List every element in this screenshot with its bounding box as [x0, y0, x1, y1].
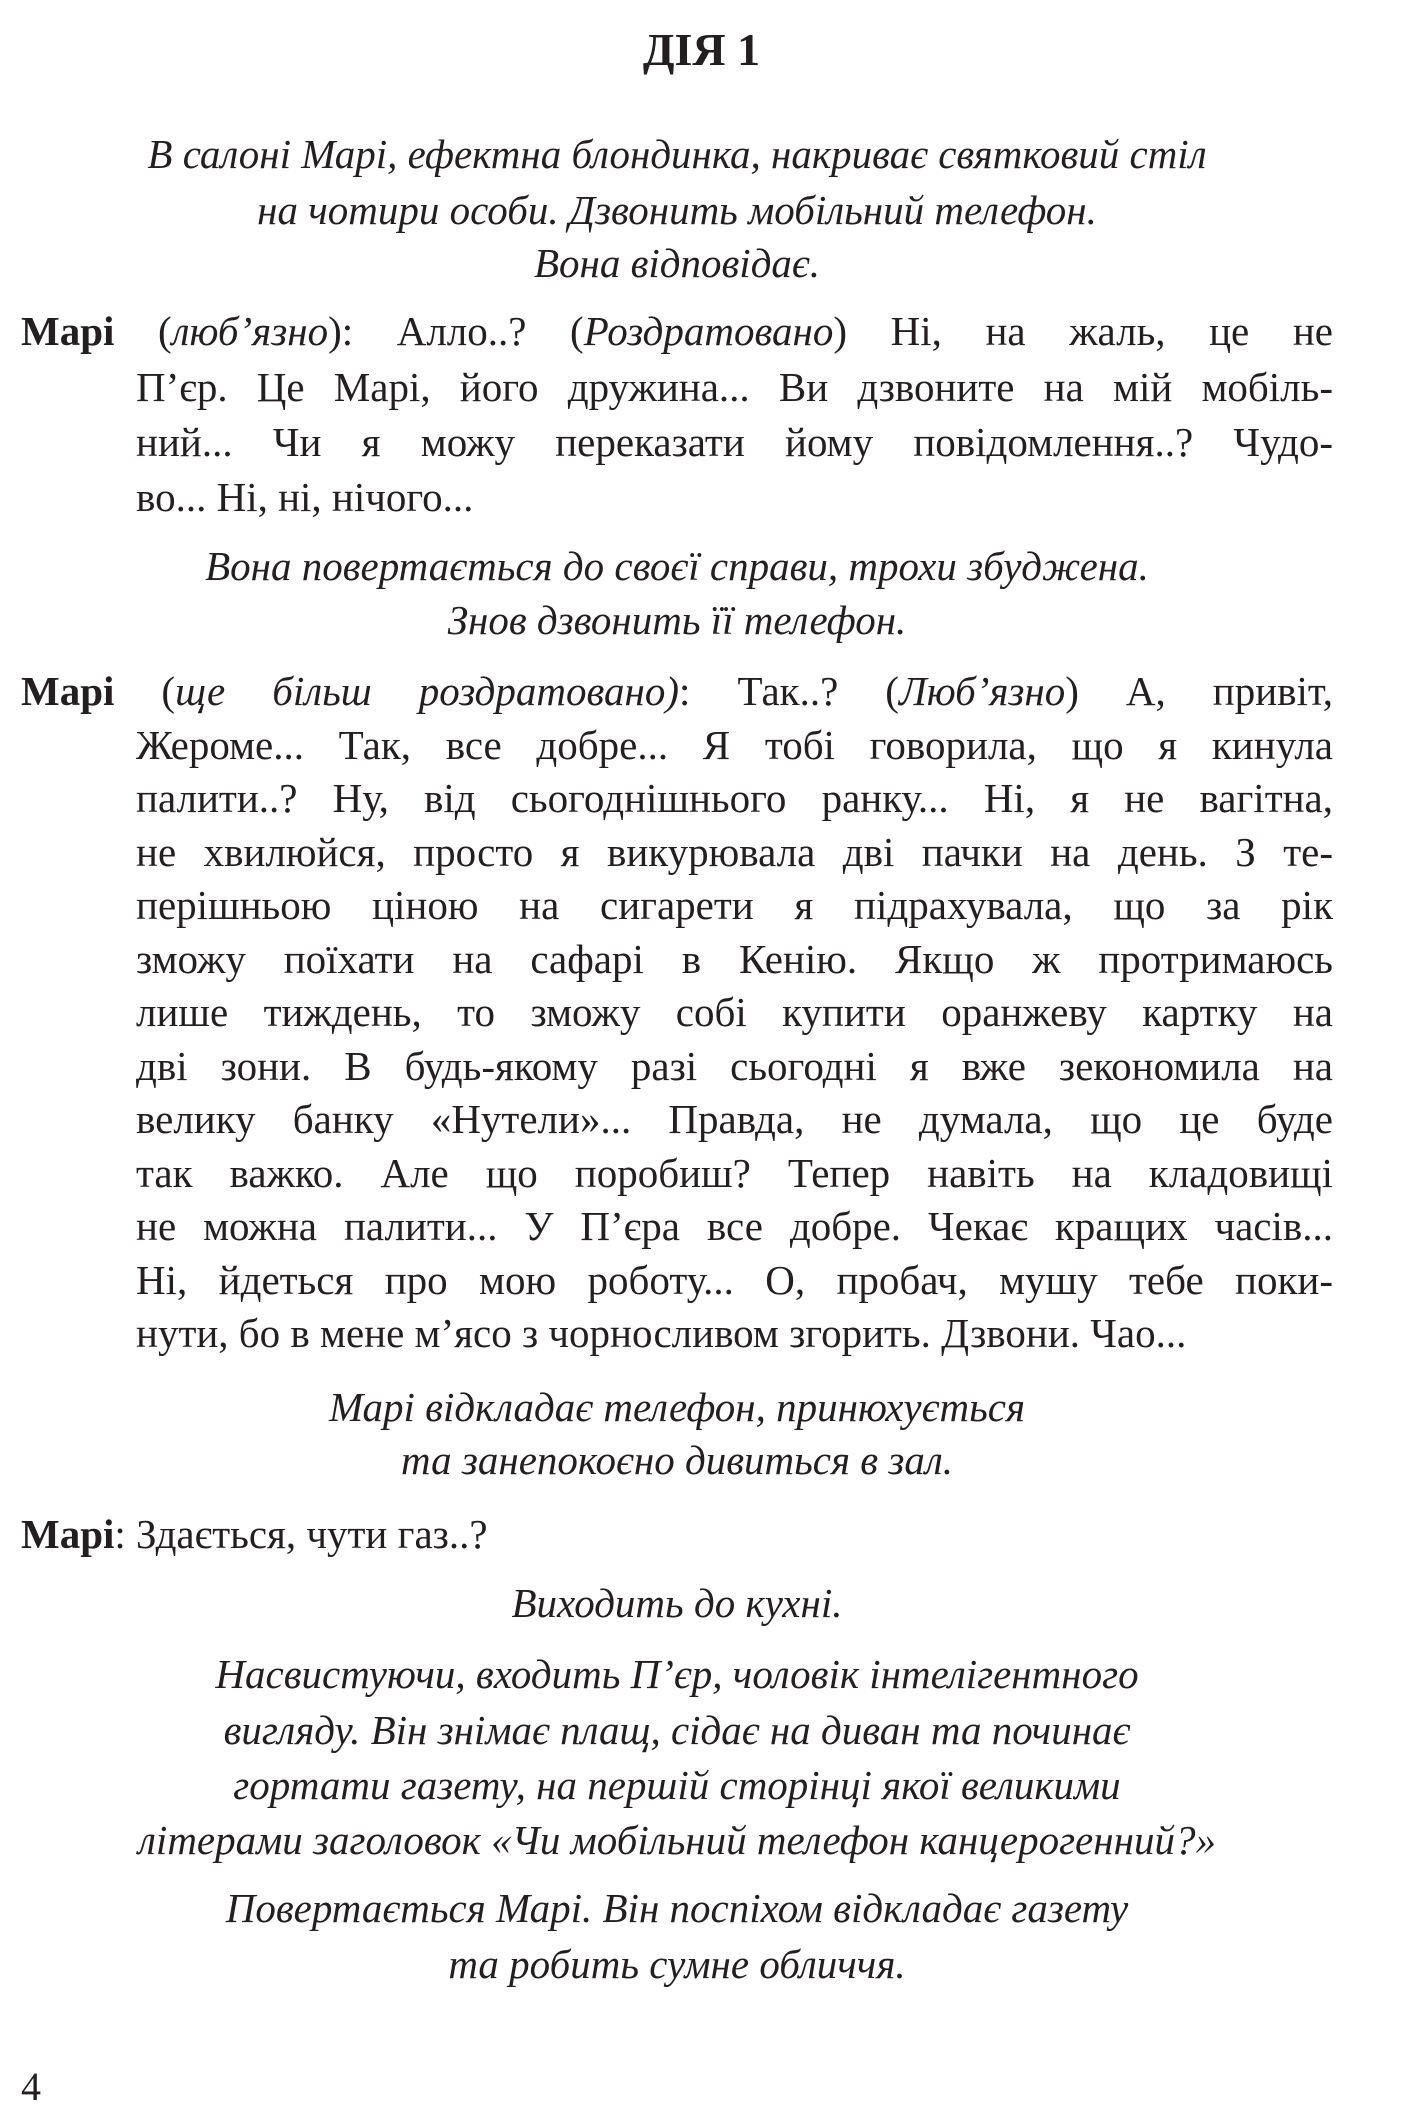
text-line: [136, 1199, 1333, 1253]
text-segment: вигляду. Він знімає плащ, сідає на диван та починає: [223, 1707, 1131, 1753]
text-segment: зможу поїхати на сафарі в Кенію. Якщо ж протримаюсь: [136, 936, 1333, 982]
text-line: [21, 1758, 1333, 1812]
text-segment: ний... Чи я можу переказати йому повідомлення..? Чудо-: [136, 419, 1333, 465]
text-line: [136, 415, 1333, 469]
text-segment: ) Ні, на жаль, це не: [833, 308, 1333, 354]
text-line: [21, 1647, 1333, 1701]
text-segment: П’єр. Це Марі, його дружина... Ви дзвоните на мій мобіль-: [136, 364, 1333, 410]
text-segment: так важко. Але що поробиш? Тепер навіть на кладовищі: [136, 1150, 1333, 1196]
stage-remark: Люб’язно: [898, 668, 1066, 714]
text-line: [136, 932, 1333, 986]
text-segment: (: [114, 308, 172, 354]
text-line: [136, 470, 1333, 524]
text-line: [136, 985, 1333, 1039]
text-segment: Знов дзвонить її телефон.: [447, 597, 907, 643]
text-line: [21, 1813, 1333, 1867]
text-line: [21, 127, 1333, 181]
text-line: [21, 1881, 1333, 1935]
text-segment: не можна палити... У П’єра все добре. Чекає кращих часів...: [136, 1203, 1333, 1249]
text-line: [21, 1507, 1333, 1561]
text-segment: ): Алло..? (: [328, 308, 584, 354]
text-segment: та робить сумне обличчя.: [448, 1941, 906, 1987]
text-line: [21, 183, 1333, 237]
text-line: [136, 825, 1333, 879]
speaker-name: Марі: [21, 1511, 115, 1557]
text-line: [21, 236, 1333, 290]
text-line: [136, 1306, 1333, 1360]
text-line: [136, 1146, 1333, 1200]
text-segment: Повертається Марі. Він поспіхом відкладає газету: [225, 1885, 1129, 1931]
text-segment: велику банку «Нутели»... Правда, не думала, що це буде: [136, 1096, 1333, 1142]
text-segment: ) А, привіт,: [1065, 668, 1334, 714]
act-title: ДІЯ 1: [642, 24, 761, 75]
text-segment: нути, бо в мене м’ясо з чорносливом згорить. Дзвони. Чао...: [136, 1310, 1187, 1356]
text-line: [21, 1937, 1333, 1991]
text-segment: Ні, йдеться про мою роботу... О, пробач, мушу тебе поки-: [136, 1257, 1333, 1303]
speaker-name: Марі: [21, 668, 115, 714]
text-line: [136, 360, 1333, 414]
text-segment: перішньою ціною на сигарети я підрахувала, що за рік: [136, 882, 1333, 928]
text-line: [21, 539, 1333, 593]
text-segment: Виходить до кухні.: [511, 1580, 843, 1626]
text-segment: гортати газету, на першій сторінці якої великими: [233, 1762, 1121, 1808]
text-segment: (: [114, 668, 176, 714]
speaker-name: Марі: [21, 308, 115, 354]
text-segment: Марі відкладає телефон, принюхується: [328, 1384, 1026, 1430]
stage-remark: ще більш роздратовано): [175, 668, 680, 714]
text-segment: та занепокоєно дивиться в зал.: [401, 1437, 953, 1483]
text-line: [136, 1253, 1333, 1307]
text-line: [21, 1576, 1333, 1630]
text-line: [136, 1039, 1333, 1093]
text-line: [136, 1092, 1333, 1146]
text-segment: Насвистуючи, входить П’єр, чоловік інтелігентного: [215, 1651, 1139, 1697]
text-segment: В салоні Марі, ефектна блондинка, накриває святковий стіл: [147, 131, 1207, 177]
text-segment: не хвилюйся, просто я викурювала дві пачки на день. З те-: [136, 829, 1333, 875]
text-line: [21, 1703, 1333, 1757]
text-line: [136, 718, 1333, 772]
text-segment: : Здається, чути газ..?: [114, 1511, 488, 1557]
text-segment: лише тиждень, то зможу собі купити оранжеву картку на: [136, 989, 1333, 1035]
page-number: 4: [21, 2064, 41, 2109]
text-segment: Жероме... Так, все добре... Я тобі говорила, що я кинула: [136, 722, 1333, 768]
stage-remark: люб’язно: [171, 308, 329, 354]
text-line: [21, 1433, 1333, 1487]
text-line: [136, 878, 1333, 932]
text-line: [136, 771, 1333, 825]
text-segment: Вона відповідає.: [533, 240, 821, 286]
text-segment: літерами заголовок «Чи мобільний телефон канцерогенний?»: [138, 1817, 1216, 1863]
text-line: [21, 593, 1333, 647]
text-line: [21, 1380, 1333, 1434]
text-segment: палити..? Ну, від сьогоднішнього ранку... Ні, я не вагітна,: [136, 775, 1333, 821]
text-segment: : Так..? (: [679, 668, 899, 714]
text-line: [21, 664, 1333, 718]
text-segment: на чотири особи. Дзвонить мобільний телефон.: [257, 187, 1097, 233]
stage-remark: Роздратовано: [583, 308, 834, 354]
text-segment: Вона повертається до своєї справи, трохи збуджена.: [205, 543, 1149, 589]
text-line: [21, 304, 1333, 358]
text-segment: дві зони. В будь-якому разі сьогодні я вже зекономила на: [136, 1043, 1333, 1089]
text-segment: во... Ні, ні, нічого...: [136, 474, 474, 520]
